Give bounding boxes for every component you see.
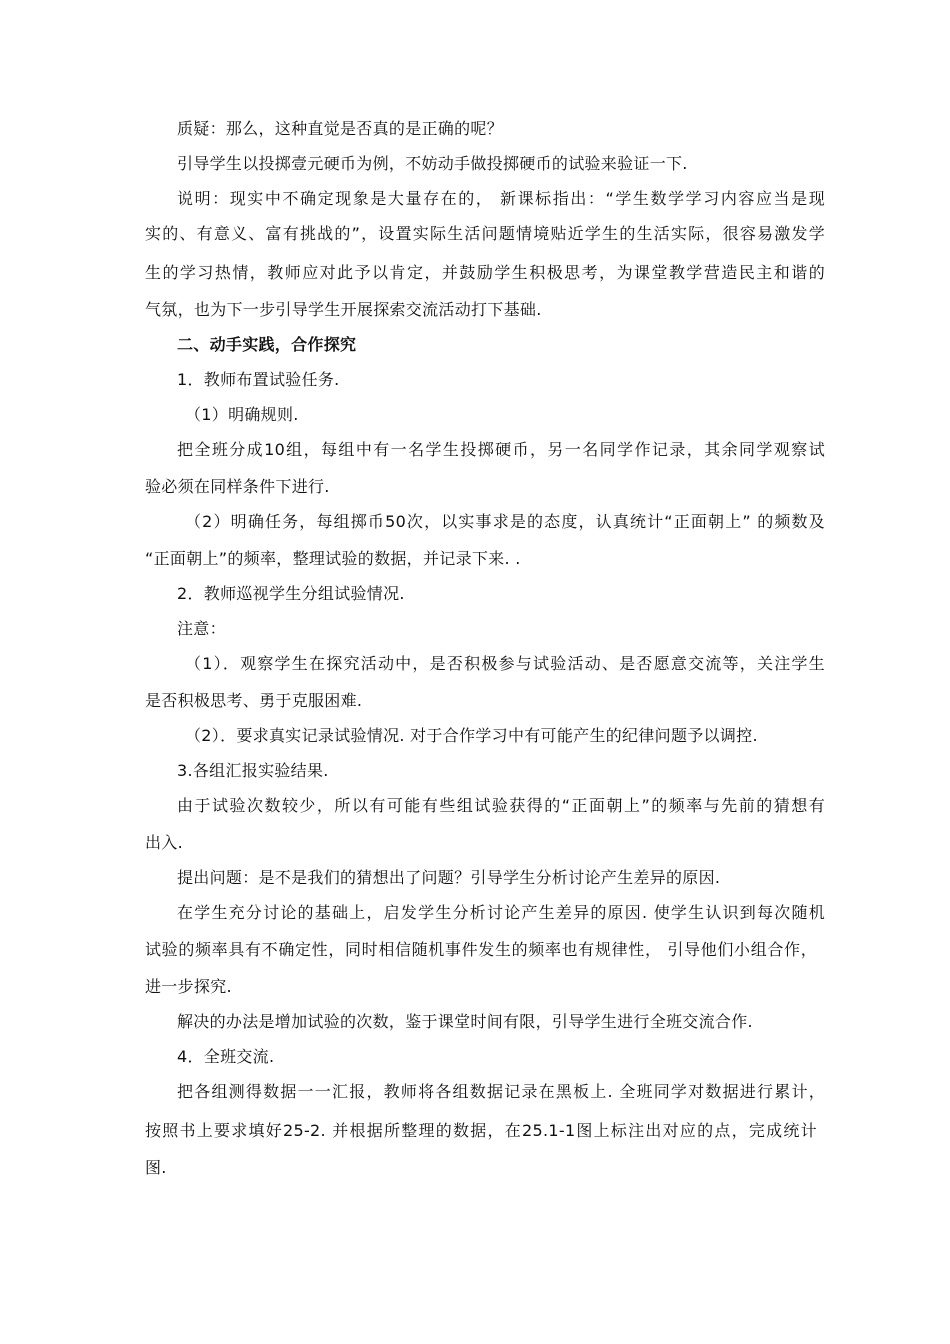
paragraph-line: 进一步探究. [145, 977, 232, 996]
list-item: （1）明确规则. [185, 405, 299, 424]
paragraph-line: 实的、有意义、富有挑战的”，设置实际生活问题情境贴近学生的生活实际，很容易激发学 [145, 224, 825, 243]
paragraph-line: 按照书上要求填好25-2. 并根据所整理的数据，在25.1-1图上标注出对应的点，完成统计 [145, 1121, 817, 1140]
paragraph-line: 气氛，也为下一步引导学生开展探索交流活动打下基础. [145, 300, 542, 319]
section-heading: 二、动手实践，合作探究 [177, 335, 357, 354]
paragraph-line: 验必须在同样条件下进行. [145, 477, 330, 496]
paragraph-line: （2）明确任务，每组掷币50次，以实事求是的态度，认真统计“正面朝上” 的频数及 [185, 512, 825, 531]
list-item: 3.各组汇报实验结果. [177, 761, 329, 780]
paragraph-line: 引导学生以投掷壹元硬币为例，不妨动手做投掷硬币的试验来验证一下. [177, 154, 688, 173]
list-item: 2．教师巡视学生分组试验情况. [177, 584, 405, 603]
list-item: 1．教师布置试验任务. [177, 370, 340, 389]
paragraph-line: 质疑：那么，这种直觉是否真的是正确的呢？ [177, 119, 504, 138]
paragraph-line: 解决的办法是增加试验的次数，鉴于课堂时间有限，引导学生进行全班交流合作. [177, 1012, 753, 1031]
paragraph-line: 图. [145, 1158, 167, 1177]
list-item: 4．全班交流. [177, 1047, 275, 1066]
paragraph-line: 出入. [145, 833, 183, 852]
paragraph-line: 是否积极思考、勇于克服困难. [145, 691, 363, 710]
paragraph-line: 由于试验次数较少，所以有可能有些组试验获得的“正面朝上”的频率与先前的猜想有 [177, 796, 825, 815]
paragraph-line: 生的学习热情，教师应对此予以肯定，并鼓励学生积极思考，为课堂教学营造民主和谐的 [145, 263, 825, 282]
paragraph-line: 提出问题：是不是我们的猜想出了问题？引导学生分析讨论产生差异的原因. [177, 868, 721, 887]
paragraph-line: 注意： [177, 619, 226, 638]
paragraph-line: （1）．观察学生在探究活动中，是否积极参与试验活动、是否愿意交流等，关注学生 [185, 654, 825, 673]
paragraph-line: 把全班分成10组，每组中有一名学生投掷硬币，另一名同学作记录，其余同学观察试 [177, 440, 825, 459]
paragraph-line: 把各组测得数据一一汇报，教师将各组数据记录在黑板上. 全班同学对数据进行累计， [177, 1082, 825, 1101]
paragraph-line: 说明：现实中不确定现象是大量存在的， 新课标指出：“学生数学学习内容应当是现 [177, 189, 825, 208]
paragraph-line: 试验的频率具有不确定性，同时相信随机事件发生的频率也有规律性， 引导他们小组合作， [145, 940, 817, 959]
paragraph-line: （2）．要求真实记录试验情况. 对于合作学习中有可能产生的纪律问题予以调控. [185, 726, 758, 745]
paragraph-line: “正面朝上”的频率，整理试验的数据，并记录下来. . [145, 549, 521, 568]
paragraph-line: 在学生充分讨论的基础上，启发学生分析讨论产生差异的原因. 使学生认识到每次随机 [177, 903, 825, 922]
